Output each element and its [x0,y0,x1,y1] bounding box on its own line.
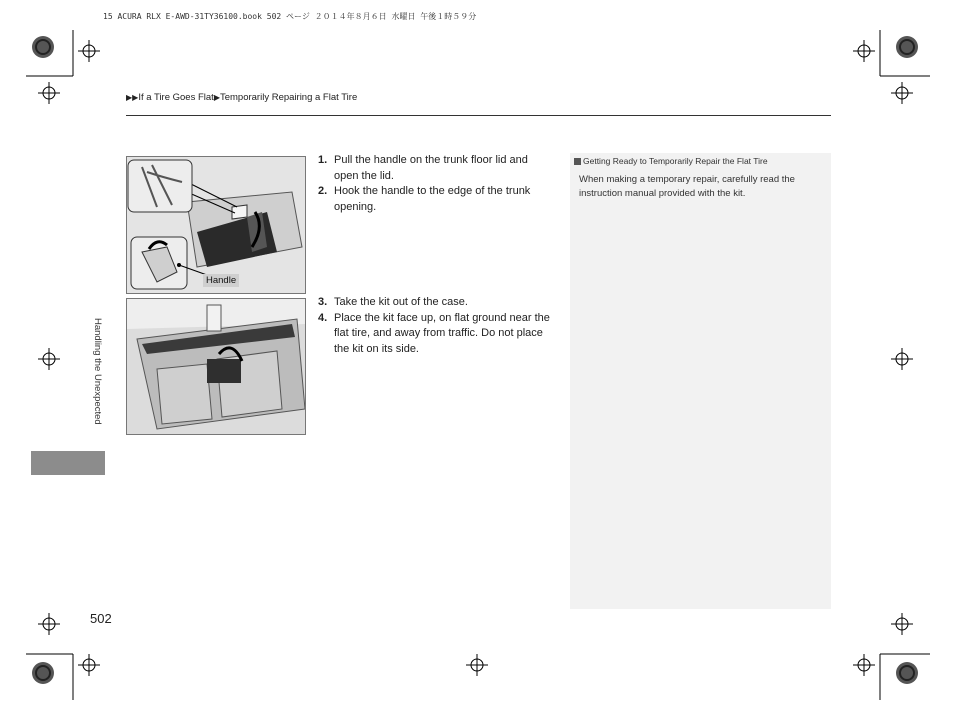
crosshair-mark [891,82,913,104]
crosshair-mark [891,613,913,635]
step-item [318,184,553,215]
step-text: Place the kit face up, on flat ground near the flat tire, and away from traffic. Do not place the kit on its side. [334,311,550,355]
note-title-text: Getting Ready to Temporarily Repair the Flat Tire [583,156,768,166]
step-text: Hook the handle to the edge of the trunk opening. [334,185,531,213]
crosshair-mark [891,348,913,370]
chapter-side-label [91,318,105,448]
header-rule [126,115,831,116]
trunk-kit-drawing [127,299,305,434]
chapter-tab [31,451,105,475]
step-number: 3. [318,296,328,308]
crosshair-mark [78,654,100,676]
step-text: Take the kit out of the case. [334,296,468,308]
step-item [318,295,553,311]
registration-mark-top-left [26,30,86,90]
breadcrumb [126,92,357,103]
crosshair-mark [38,82,60,104]
repair-kit-illustration [126,298,306,435]
registration-mark-bottom-right [870,640,930,700]
steps-group-1 [318,153,553,215]
page-number: 502 [90,611,112,626]
note-title[interactable] [574,156,768,166]
crosshair-mark [853,40,875,62]
crosshair-mark [38,613,60,635]
print-header: 15 ACURA RLX E-AWD-31TY36100.book 502 ページ ２０１４年８月６日 水曜日 午後１時５９分 [103,12,477,21]
handle-callout-label: Handle [203,274,239,287]
step-number: 4. [318,311,328,324]
step-item [318,153,553,184]
step-item [318,311,553,358]
note-panel [570,153,831,609]
breadcrumb-separator: ▶ [213,93,220,102]
trunk-open-drawing [127,157,305,293]
crosshair-mark [38,348,60,370]
step-number: 2. [318,185,328,197]
breadcrumb-arrows: ▶▶ [126,93,139,102]
registration-mark-bottom-left [26,640,86,700]
reference-icon [574,158,581,165]
crosshair-mark [853,654,875,676]
chapter-side-label-text: Handling the Unexpected [92,318,103,425]
breadcrumb-item[interactable]: Temporarily Repairing a Flat Tire [219,92,358,103]
step-text: Pull the handle on the trunk floor lid and open the lid. [334,154,528,182]
registration-mark-top-right [870,30,930,90]
crosshair-mark [78,40,100,62]
step-number: 1. [318,154,328,166]
breadcrumb-item[interactable]: If a Tire Goes Flat [138,92,214,103]
steps-group-2 [318,295,553,357]
note-body: When making a temporary repair, carefully read the instruction manual provided with the kit. [579,174,795,199]
crosshair-mark [466,654,488,676]
